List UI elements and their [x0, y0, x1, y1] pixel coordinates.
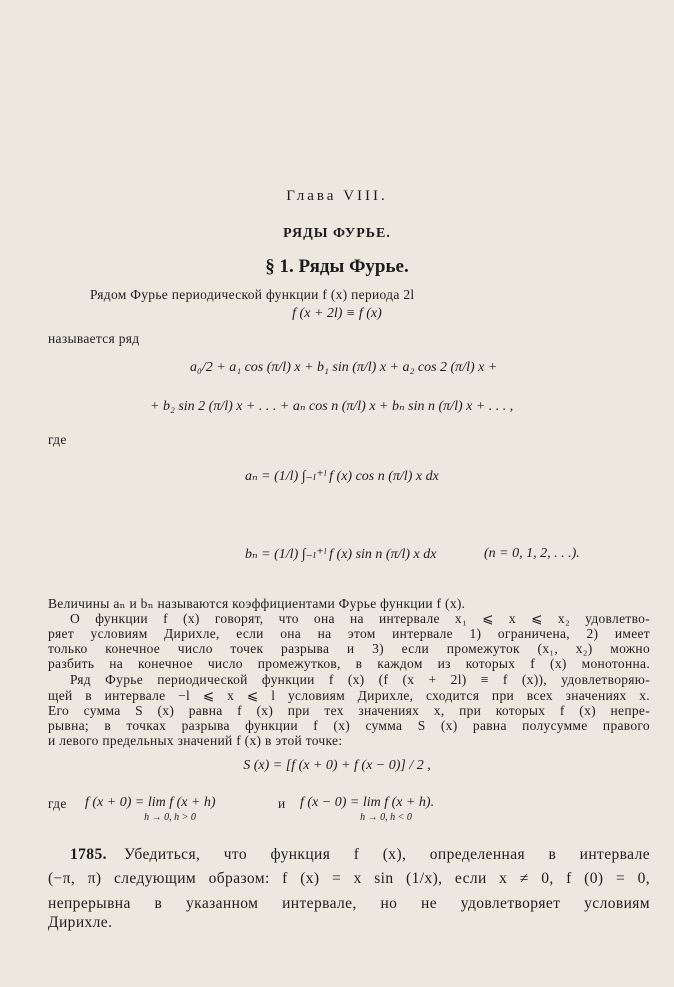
n-range: (n = 0, 1, 2, . . .).	[484, 546, 580, 561]
convergence-line-3: Его сумма S (x) равна f (x) при тех значениях x, при которых f (x) непре-	[48, 703, 650, 718]
dirichlet-line-2: ряет условиям Дирихле, если она на этом интервале 1) ограничена, 2) имеет	[48, 626, 650, 641]
series-intro: называется ряд	[48, 331, 140, 346]
limit-right: f (x − 0) = lim f (x + h).	[300, 795, 435, 810]
series-line-1: a₀/2 + a₁ cos (π/l) x + b₁ sin (π/l) x + a₂ cos 2 (π/l) x +	[190, 360, 498, 375]
problem-line-1: Убедиться, что функция f (x), определенная в интервале	[124, 846, 650, 863]
limit-left-subscript: h → 0, h > 0	[144, 812, 196, 823]
chapter-title: РЯДЫ ФУРЬЕ.	[283, 226, 391, 241]
convergence-line-1: Ряд Фурье периодической функции f (x) (f (x + 2l) ≡ f (x)), удовлетворяю-	[70, 672, 650, 687]
formula-an: aₙ = (1/l) ∫₋ₗ⁺ˡ f (x) cos n (π/l) x dx	[245, 469, 439, 484]
convergence-line-5: и левого предельных значений f (x) в этой точке:	[48, 733, 343, 748]
formula-bn: bₙ = (1/l) ∫₋ₗ⁺ˡ f (x) sin n (π/l) x dx	[245, 547, 437, 562]
limit-right-subscript: h → 0, h < 0	[360, 812, 412, 823]
intro-line: Рядом Фурье периодической функции f (x) периода 2l	[90, 287, 415, 302]
periodicity-formula: f (x + 2l) ≡ f (x)	[292, 306, 382, 321]
limits-and: и	[278, 796, 286, 811]
problem-line-4: Дирихле.	[48, 914, 113, 931]
problem-line-2: (−π, π) следующим образом: f (x) = x sin (1/x), если x ≠ 0, f (0) = 0,	[48, 870, 650, 887]
dirichlet-line-1: О функции f (x) говорят, что она на интервале x₁ ⩽ x ⩽ x₂ удовлетво-	[70, 611, 650, 626]
dirichlet-line-4: разбить на конечное число промежутков, в каждом из которых f (x) монотонна.	[48, 656, 650, 671]
series-line-2: + b₂ sin 2 (π/l) x + . . . + aₙ cos n (π/l) x + bₙ sin n (π/l) x + . . . ,	[150, 399, 514, 414]
sum-formula: S (x) = [f (x + 0) + f (x − 0)] / 2 ,	[243, 758, 431, 773]
problem-line-3: непрерывна в указанном интервале, но не удовлетворяет условиям	[48, 895, 650, 912]
limits-where: где	[48, 796, 67, 811]
chapter-label: Глава VIII.	[286, 188, 388, 204]
section-title: § 1. Ряды Фурье.	[265, 256, 409, 277]
problem-number: 1785.	[70, 846, 107, 863]
paragraph-coefficients: Величины aₙ и bₙ называются коэффициентами Фурье функции f (x).	[48, 596, 466, 611]
where-label: где	[48, 432, 67, 447]
convergence-line-4: рывна; в точках разрыва функции f (x) сумма S (x) равна полусумме правого	[48, 718, 650, 733]
dirichlet-line-3: только конечное число точек разрыва и 3) если промежуток (x₁, x₂) можно	[48, 641, 650, 656]
limit-left: f (x + 0) = lim f (x + h)	[85, 795, 216, 810]
convergence-line-2: щей в интервале −l ⩽ x ⩽ l условиям Дирихле, сходится при всех значениях x.	[48, 688, 650, 703]
